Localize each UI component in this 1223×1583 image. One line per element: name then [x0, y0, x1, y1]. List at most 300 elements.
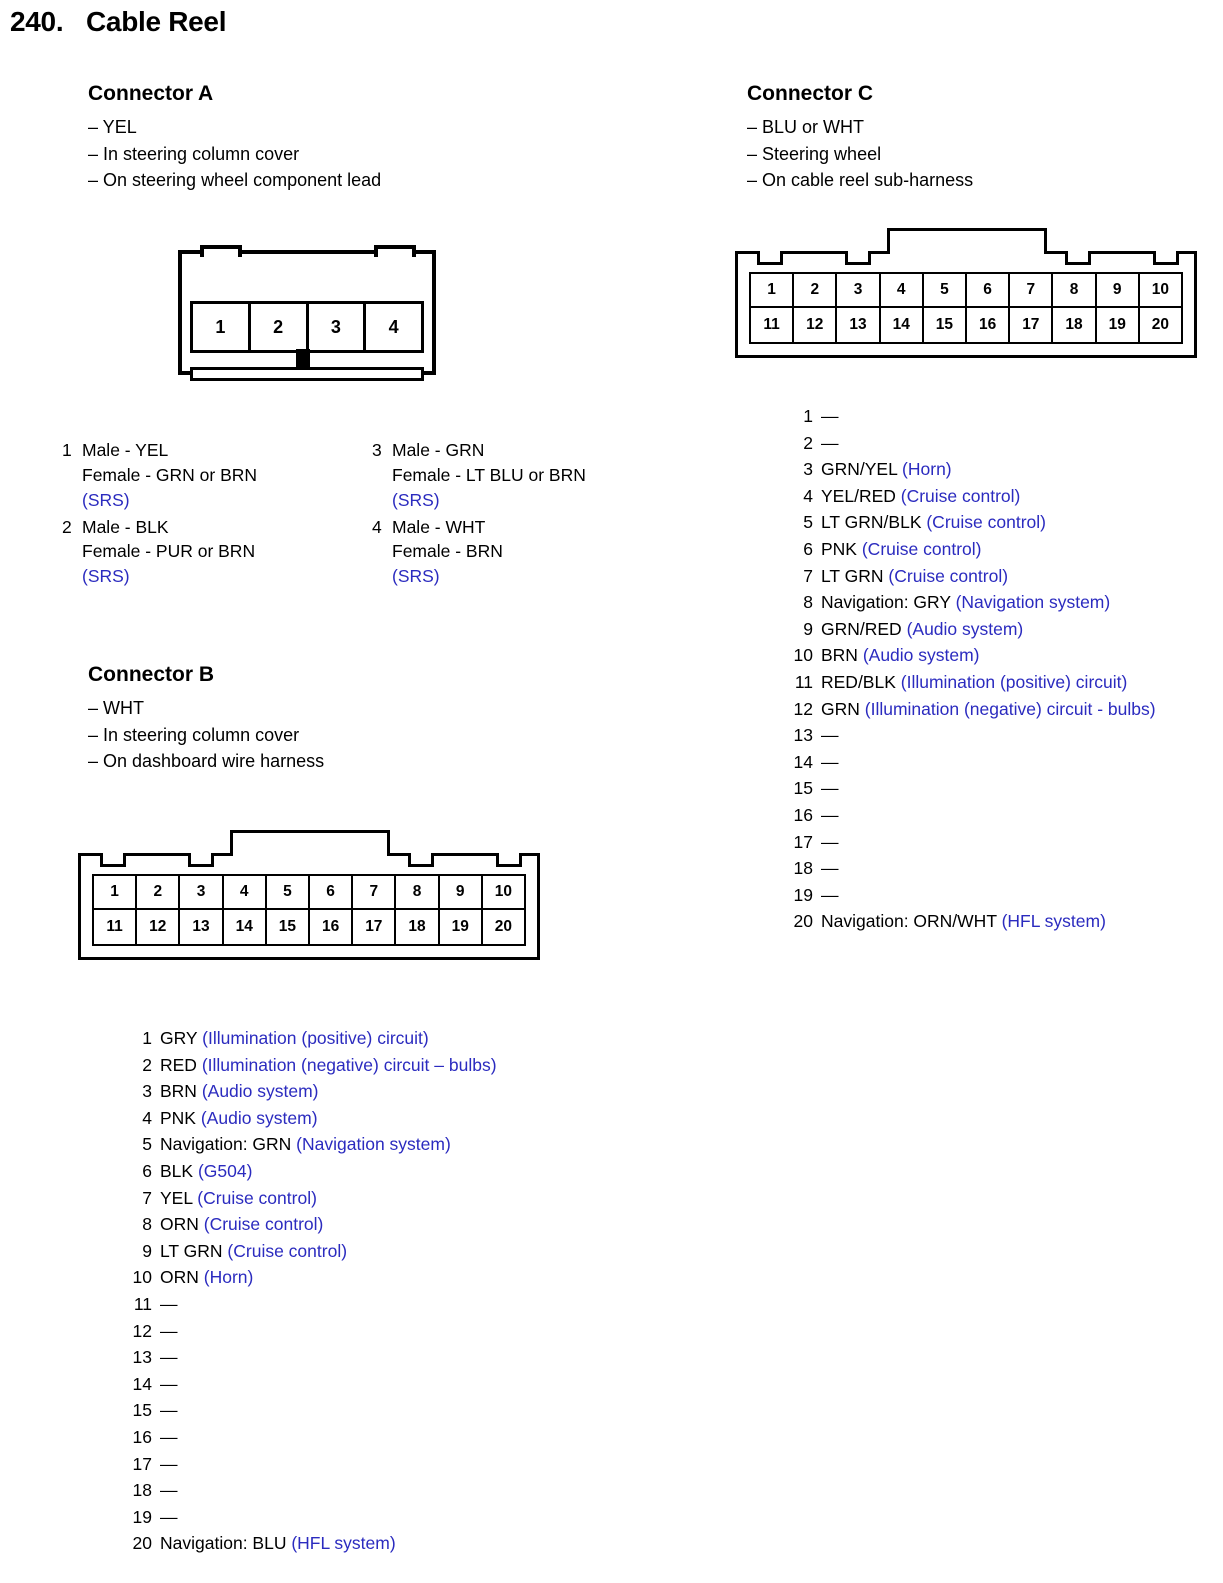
page-title-text: Cable Reel	[86, 6, 227, 37]
connector-a-section	[88, 82, 688, 194]
pin-cell: 4	[881, 274, 924, 306]
connector-b-notch	[100, 853, 126, 867]
connector-b-pin-row-top	[92, 874, 526, 910]
pin-cell: 2	[794, 274, 837, 306]
pin-wire: GRN/RED	[821, 618, 907, 639]
connector-b-body	[78, 830, 540, 960]
pin-number: 20	[793, 911, 813, 932]
pin-cell: 10	[1151, 281, 1170, 298]
pin-list-item	[122, 1185, 682, 1212]
pin-list-item	[783, 589, 1223, 616]
pin-line: Male - BLK	[82, 516, 169, 537]
pin-number: 16	[793, 804, 813, 825]
pin-text	[160, 1318, 178, 1345]
pin-wire: BLK	[160, 1160, 198, 1181]
pin-text	[821, 589, 1110, 616]
pin-number: 7	[142, 1187, 152, 1208]
pin-legend-row	[62, 438, 682, 513]
pin-list-item	[122, 1424, 682, 1451]
pin-list-item	[122, 1264, 682, 1291]
pin-cell: 17	[1010, 308, 1053, 342]
pin-list-item	[122, 1131, 682, 1158]
pin-text	[821, 696, 1156, 723]
connector-a-pin-row	[190, 301, 424, 353]
pin-number: 9	[803, 618, 813, 639]
connector-c-desc-line: – BLU or WHT	[747, 117, 865, 137]
pin-cell: 19	[440, 910, 483, 944]
pin-wire: —	[160, 1480, 178, 1501]
connector-b-section	[88, 663, 688, 775]
pin-wire: —	[160, 1293, 178, 1314]
pin-number: 12	[793, 698, 813, 719]
connector-c-section	[747, 82, 1217, 194]
pin-wire: —	[821, 884, 839, 905]
pin-list-item	[783, 509, 1223, 536]
pin-number: 2	[803, 432, 813, 453]
pin-note: (Cruise control)	[926, 512, 1046, 533]
pin-text	[160, 1025, 429, 1052]
pin-number: 18	[132, 1480, 152, 1501]
pin-text	[821, 509, 1046, 536]
pin-wire: YEL/RED	[821, 485, 901, 506]
pin-note: (Illumination (negative) circuit - bulbs)	[864, 698, 1156, 719]
pin-text	[821, 616, 1023, 643]
pin-cell: 5	[267, 876, 310, 908]
pin-number: 6	[803, 538, 813, 559]
pin-wire: —	[821, 751, 839, 772]
pin-line: Male - GRN	[392, 440, 485, 460]
pin-line: Female - PUR or BRN	[82, 541, 256, 562]
pin-note: (Cruise control)	[197, 1187, 317, 1208]
pin-number: 4	[803, 485, 813, 506]
pin-cell: 13	[180, 910, 223, 944]
pin-text	[821, 908, 1106, 935]
connector-a-diagram	[178, 245, 442, 385]
pin-number: 2	[142, 1054, 152, 1075]
pin-wire: —	[821, 778, 839, 799]
pin-text	[821, 483, 1020, 510]
pin-text	[821, 749, 839, 776]
pin-cell: 7	[353, 876, 396, 908]
pin-wire: —	[160, 1320, 178, 1341]
pin-line: Male - YEL	[82, 440, 169, 460]
pin-note: (SRS)	[392, 566, 440, 587]
pin-wire: —	[160, 1373, 178, 1394]
pin-number: 19	[132, 1506, 152, 1527]
pin-cell: 7	[1010, 274, 1053, 306]
pin-wire: PNK	[821, 538, 862, 559]
pin-note: (Cruise control)	[861, 538, 982, 559]
pin-cell: 17	[353, 910, 396, 944]
pin-cell: 16	[967, 308, 1010, 342]
pin-list-item	[783, 563, 1223, 590]
pin-cell: 9	[440, 876, 483, 908]
pin-number: 5	[803, 512, 813, 533]
pin-text	[82, 515, 255, 590]
pin-wire: BRN	[821, 645, 863, 666]
pin-number: 10	[793, 645, 813, 666]
pin-wire: —	[160, 1426, 178, 1447]
pin-wire: GRN	[821, 698, 865, 719]
pin-list-item	[783, 616, 1223, 643]
pin-list-item	[783, 696, 1223, 723]
connector-b-pin-grid	[92, 874, 526, 946]
pin-text	[160, 1451, 178, 1478]
pin-text	[392, 438, 586, 513]
pin-cell: 10	[494, 883, 513, 900]
pin-note: (G504)	[197, 1160, 253, 1181]
pin-note: (Cruise control)	[900, 485, 1021, 506]
pin-list-item	[783, 749, 1223, 776]
pin-text	[821, 642, 980, 669]
pin-cell: 20	[494, 918, 513, 935]
pin-cell: 4	[224, 876, 267, 908]
pin-cell: 15	[267, 910, 310, 944]
pin-wire: Navigation: BLU	[160, 1533, 292, 1554]
pin-number: 18	[793, 858, 813, 879]
pin-note: (Illumination (positive) circuit)	[202, 1028, 429, 1048]
pin-text	[160, 1424, 178, 1451]
pin-wire: LT GRN	[160, 1240, 228, 1261]
pin-text	[160, 1477, 178, 1504]
connector-c-notch	[757, 251, 783, 265]
pin-wire: LT GRN	[821, 565, 889, 586]
pin-note: (Cruise control)	[888, 565, 1009, 586]
pin-text	[160, 1264, 253, 1291]
connector-a-pin-cell: 3	[309, 304, 367, 350]
connector-a-heading: Connector A	[88, 82, 214, 105]
pin-number: 12	[132, 1320, 152, 1341]
pin-text	[160, 1344, 178, 1371]
pin-number: 15	[132, 1400, 152, 1421]
pin-list-item	[783, 456, 1223, 483]
pin-wire: —	[821, 725, 839, 746]
pin-note: (Audio system)	[201, 1081, 319, 1102]
pin-note: (Illumination (negative) circuit – bulbs)	[201, 1054, 497, 1075]
connector-c-notch	[845, 251, 871, 265]
pin-cell: 13	[837, 308, 880, 342]
pin-number: 16	[132, 1426, 152, 1447]
pin-text	[821, 882, 839, 909]
pin-text	[821, 536, 981, 563]
pin-list-item	[783, 855, 1223, 882]
connector-c-desc-line: – Steering wheel	[747, 143, 882, 164]
pin-list-item	[122, 1504, 682, 1531]
connector-a-desc-line: – On steering wheel component lead	[88, 170, 382, 191]
connector-a-pin-cell: 4	[388, 316, 399, 337]
connector-c-top-tab	[887, 228, 1047, 254]
pin-note: (SRS)	[82, 566, 130, 587]
connector-c-description	[747, 114, 1217, 194]
pin-text	[821, 802, 839, 829]
pin-cell: 18	[1053, 308, 1096, 342]
pin-text	[160, 1211, 323, 1238]
pin-text	[160, 1397, 178, 1424]
connector-a-desc-line: – YEL	[88, 117, 137, 137]
pin-number: 1	[142, 1028, 152, 1048]
pin-list-item	[122, 1344, 682, 1371]
pin-number: 14	[793, 751, 813, 772]
pin-wire: ORN	[160, 1214, 204, 1235]
pin-text	[821, 829, 839, 856]
connector-c-desc-line: – On cable reel sub-harness	[747, 170, 974, 191]
pin-number: 17	[793, 831, 813, 852]
pin-number: 13	[132, 1347, 152, 1368]
pin-list-item	[122, 1397, 682, 1424]
pin-wire: Navigation: GRY	[821, 592, 956, 613]
pin-note: (Horn)	[902, 459, 952, 480]
pin-text	[160, 1105, 318, 1132]
connector-a-pin-cell: 1	[193, 304, 251, 350]
pin-note: (Audio system)	[200, 1107, 318, 1128]
pin-note: (Cruise control)	[227, 1240, 348, 1261]
pin-text	[160, 1158, 252, 1185]
pin-cell: 6	[967, 274, 1010, 306]
pin-list-item	[783, 642, 1223, 669]
pin-wire: Navigation: ORN/WHT	[821, 911, 1002, 932]
connector-c-diagram	[735, 228, 1197, 358]
pin-text	[821, 456, 952, 483]
connector-a-pin-legend	[62, 438, 682, 591]
pin-note: (Horn)	[203, 1267, 254, 1288]
pin-cell: 12	[794, 308, 837, 342]
page-number: 240.	[10, 6, 64, 37]
pin-cell: 1	[94, 876, 137, 908]
pin-cell: 19	[1097, 308, 1140, 342]
pin-list-item	[122, 1211, 682, 1238]
pin-list-item	[783, 775, 1223, 802]
pin-note: (Illumination (positive) circuit)	[900, 671, 1128, 692]
connector-c-pin-row-bottom	[749, 308, 1183, 344]
pin-list-item	[122, 1451, 682, 1478]
pin-wire: GRY	[160, 1028, 203, 1048]
pin-cell: 18	[396, 910, 439, 944]
pin-entry	[372, 438, 682, 513]
pin-cell: 16	[310, 910, 353, 944]
pin-entry	[62, 438, 372, 513]
connector-a-pin-cell: 2	[251, 304, 309, 350]
connector-b-description	[88, 695, 688, 775]
connector-c-notch	[1153, 251, 1179, 265]
pin-number: 5	[142, 1134, 152, 1155]
pin-list-item	[122, 1025, 682, 1052]
pin-number: 4	[372, 516, 382, 537]
pin-wire: YEL	[160, 1187, 198, 1208]
pin-wire: —	[160, 1400, 178, 1421]
pin-number: 13	[793, 725, 813, 746]
pin-text	[821, 775, 839, 802]
pin-note: (SRS)	[392, 489, 440, 510]
pin-number: 2	[62, 516, 72, 537]
pin-wire: ORN	[160, 1267, 204, 1288]
pin-text	[160, 1238, 347, 1265]
pin-list-item	[122, 1318, 682, 1345]
pin-number: 19	[793, 884, 813, 905]
pin-cell: 15	[924, 308, 967, 342]
pin-list-item	[783, 403, 1223, 430]
pin-wire: —	[160, 1453, 178, 1474]
pin-text	[82, 438, 257, 513]
pin-number: 11	[133, 1293, 152, 1314]
pin-list-item	[783, 430, 1223, 457]
connector-a-notch-right	[374, 245, 416, 257]
pin-text	[160, 1530, 396, 1557]
pin-number: 1	[62, 440, 72, 460]
pin-list-item	[122, 1238, 682, 1265]
pin-cell: 9	[1097, 274, 1140, 306]
pin-text	[160, 1371, 178, 1398]
pin-number: 10	[132, 1267, 152, 1288]
connector-b-notch	[408, 853, 434, 867]
pin-wire: RED/BLK	[821, 671, 901, 692]
pin-list-item	[122, 1371, 682, 1398]
pin-note: (Audio system)	[906, 618, 1024, 639]
pin-wire: RED	[160, 1054, 202, 1075]
connector-b-desc-line: – WHT	[88, 698, 144, 718]
pin-number: 3	[372, 440, 382, 460]
pin-wire: —	[821, 406, 839, 426]
pin-cell: 6	[310, 876, 353, 908]
pin-list-item	[122, 1078, 682, 1105]
pin-line: Male - WHT	[392, 516, 486, 537]
pin-note: (Navigation system)	[296, 1134, 451, 1155]
pin-note: (HFL system)	[291, 1533, 396, 1554]
pin-number: 7	[803, 565, 813, 586]
pin-cell: 20	[1151, 316, 1170, 333]
connector-b-desc-line: – In steering column cover	[88, 724, 300, 745]
pin-list-item	[783, 908, 1223, 935]
connector-c-pin-row-top	[749, 272, 1183, 308]
pin-wire: PNK	[160, 1107, 201, 1128]
pin-wire: —	[821, 432, 839, 453]
pin-cell: 3	[837, 274, 880, 306]
pin-entry	[372, 515, 682, 590]
pin-cell: 11	[751, 308, 794, 342]
pin-number: 4	[142, 1107, 152, 1128]
pin-list-item	[783, 536, 1223, 563]
pin-cell: 8	[1053, 274, 1096, 306]
pin-list-item	[783, 802, 1223, 829]
pin-text	[821, 669, 1127, 696]
pin-number: 11	[794, 671, 813, 692]
connector-b-diagram	[78, 830, 540, 960]
connector-b-pin-row-bottom	[92, 910, 526, 946]
pin-number: 8	[142, 1214, 152, 1235]
pin-wire: GRN/YEL	[821, 459, 903, 480]
connector-b-desc-line: – On dashboard wire harness	[88, 751, 325, 772]
pin-wire: Navigation: GRN	[160, 1134, 297, 1155]
connector-c-pin-list	[783, 403, 1223, 935]
pin-wire: —	[160, 1506, 178, 1527]
pin-cell: 14	[224, 910, 267, 944]
pin-list-item	[122, 1530, 682, 1557]
pin-text	[160, 1131, 451, 1158]
connector-c-body	[735, 228, 1197, 358]
pin-wire: LT GRN/BLK	[821, 512, 927, 533]
right-column	[735, 0, 1223, 1583]
pin-wire: —	[821, 831, 839, 852]
pin-cell: 8	[396, 876, 439, 908]
pin-cell: 1	[751, 274, 794, 306]
pin-wire: BRN	[160, 1081, 202, 1102]
pin-cell: 2	[137, 876, 180, 908]
pin-list-item	[122, 1477, 682, 1504]
pin-list-item	[122, 1105, 682, 1132]
pin-number: 3	[803, 459, 813, 480]
connector-a-desc-line: – In steering column cover	[88, 143, 300, 164]
pin-text	[821, 855, 839, 882]
pin-text	[160, 1052, 497, 1079]
connector-b-pin-list	[122, 1025, 682, 1557]
pin-note: (Cruise control)	[203, 1214, 324, 1235]
pin-text	[392, 515, 503, 590]
connector-b-heading: Connector B	[88, 663, 214, 686]
pin-cell: 12	[137, 910, 180, 944]
connector-c-heading: Connector C	[747, 82, 873, 105]
pin-note: (Navigation system)	[955, 592, 1111, 613]
connector-a-description	[88, 114, 688, 194]
connector-a-bottom-bar	[190, 367, 424, 381]
pin-text	[821, 563, 1008, 590]
pin-number: 3	[142, 1081, 152, 1102]
pin-text	[160, 1078, 319, 1105]
pin-list-item	[783, 483, 1223, 510]
pin-line: Female - GRN or BRN	[82, 464, 258, 485]
pin-cell: 3	[180, 876, 223, 908]
pin-text	[821, 430, 839, 457]
pin-number: 14	[132, 1373, 152, 1394]
pin-list-item	[783, 722, 1223, 749]
pin-note: (HFL system)	[1001, 911, 1106, 932]
pin-line: Female - LT BLU or BRN	[392, 464, 586, 485]
pin-list-item	[783, 669, 1223, 696]
pin-number: 6	[142, 1160, 152, 1181]
pin-line: Female - BRN	[392, 541, 503, 562]
pin-wire: —	[160, 1347, 178, 1368]
pin-cell: 5	[924, 274, 967, 306]
pin-note: (SRS)	[82, 489, 130, 510]
pin-wire: —	[821, 858, 839, 879]
connector-b-notch	[496, 853, 522, 867]
connector-c-notch	[1065, 251, 1091, 265]
pin-text	[821, 722, 839, 749]
pin-note: (Audio system)	[862, 645, 980, 666]
pin-list-item	[122, 1052, 682, 1079]
pin-text	[821, 403, 839, 430]
pin-wire: —	[821, 804, 839, 825]
pin-entry	[62, 515, 372, 590]
connector-b-notch	[188, 853, 214, 867]
pin-legend-row	[62, 515, 682, 590]
connector-a-notch-left	[200, 245, 242, 257]
pin-list-item	[122, 1158, 682, 1185]
connector-c-pin-grid	[749, 272, 1183, 344]
pin-list-item	[122, 1291, 682, 1318]
pin-number: 1	[803, 406, 813, 426]
pin-number: 15	[793, 778, 813, 799]
pin-list-item	[783, 829, 1223, 856]
pin-cell: 14	[881, 308, 924, 342]
pin-list-item	[783, 882, 1223, 909]
pin-number: 8	[803, 592, 813, 613]
pin-number: 9	[142, 1240, 152, 1261]
pin-text	[160, 1291, 178, 1318]
pin-text	[160, 1504, 178, 1531]
pin-number: 20	[132, 1533, 152, 1554]
pin-cell: 11	[94, 910, 137, 944]
connector-b-top-tab	[230, 830, 390, 856]
pin-text	[160, 1185, 317, 1212]
